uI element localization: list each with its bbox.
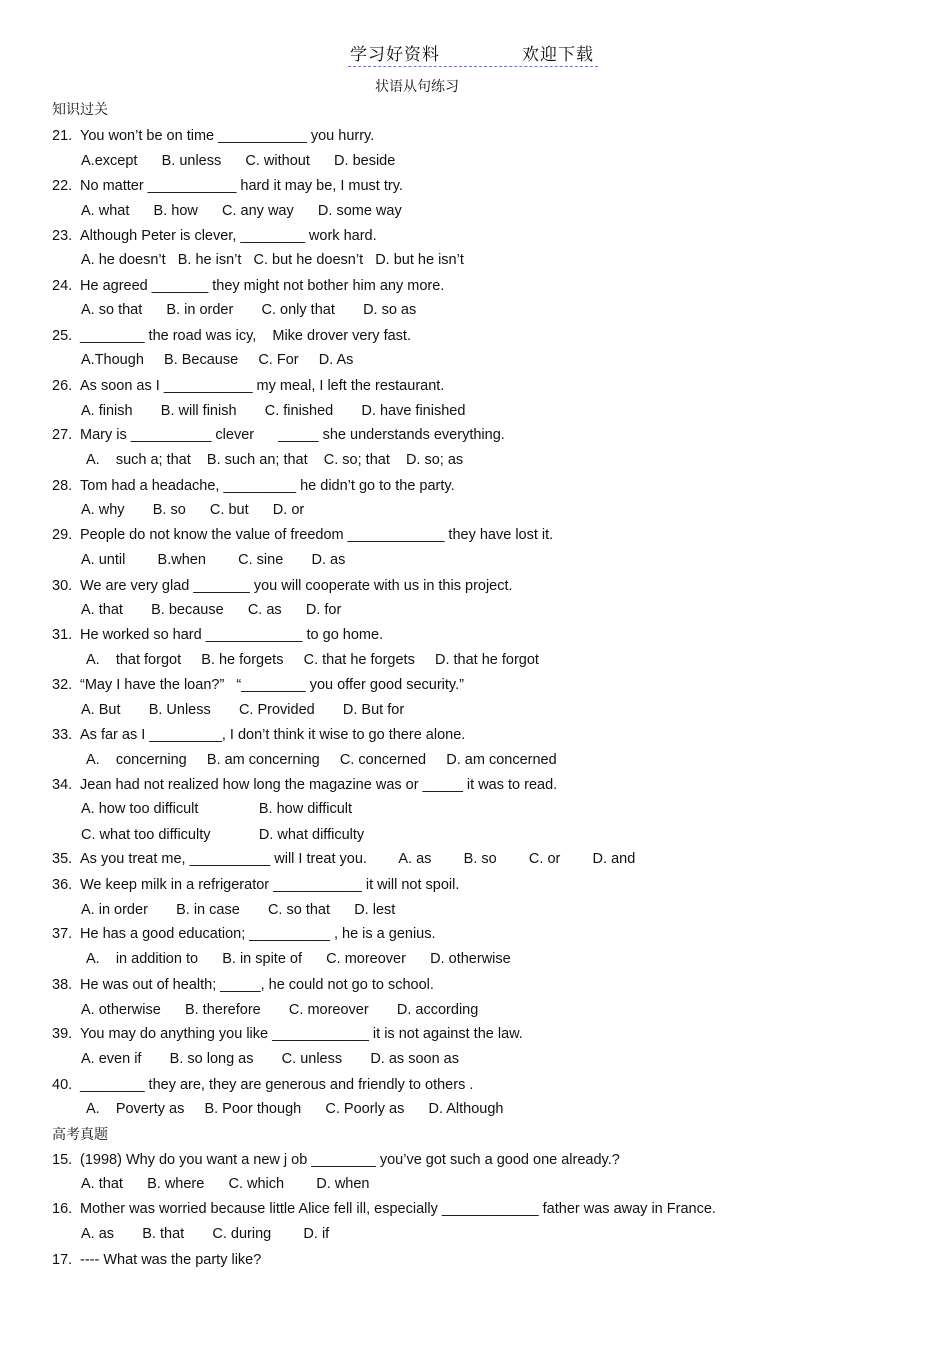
answer-options: A. in addition to B. in spite of C. moreover D. otherwise <box>86 951 511 967</box>
document-title: 状语从句练习 <box>375 79 459 95</box>
question-text: Tom had a headache, _________ he didn’t go to the party. <box>80 478 455 494</box>
question-number: 40. <box>52 1077 73 1093</box>
question-stem <box>52 277 444 295</box>
answer-options: A.Though B. Because C. For D. As <box>81 352 354 368</box>
answer-options: A. But B. Unless C. Provided D. But for <box>81 702 405 718</box>
question-number: 31. <box>52 627 73 643</box>
question-text: Jean had not realized how long the magazine was or _____ it was to read. <box>80 777 558 793</box>
question-number: 33. <box>52 727 73 743</box>
question-text: ---- What was the party like? <box>80 1252 262 1268</box>
question-text: You may do anything you like ____________ it is not against the law. <box>80 1026 523 1042</box>
answer-options: A. finish B. will finish C. finished D. have finished <box>81 403 466 419</box>
question-stem <box>52 1025 523 1043</box>
question-number: 22. <box>52 178 73 194</box>
answer-options: A. as B. that C. during D. if <box>81 1226 330 1242</box>
question-number: 39. <box>52 1026 73 1042</box>
question-stem <box>52 626 383 644</box>
question-stem <box>52 876 459 894</box>
header-right-text: 欢迎下载 <box>522 45 594 65</box>
question-text: He was out of health; _____, he could not go to school. <box>80 977 434 993</box>
question-stem <box>52 726 465 744</box>
question-text: ________ they are, they are generous and friendly to others . <box>80 1077 474 1093</box>
question-stem <box>52 850 635 868</box>
question-stem <box>52 1251 261 1269</box>
section-heading-knowledge: 知识过关 <box>52 102 108 118</box>
question-number: 32. <box>52 677 73 693</box>
question-number: 15. <box>52 1152 73 1168</box>
answer-options: A. that B. because C. as D. for <box>81 602 342 618</box>
question-text: We are very glad _______ you will cooperate with us in this project. <box>80 578 513 594</box>
question-stem <box>52 127 374 145</box>
answer-options: A. otherwise B. therefore C. moreover D. according <box>81 1002 479 1018</box>
question-stem <box>52 925 436 943</box>
page-header <box>348 40 598 67</box>
question-number: 25. <box>52 328 73 344</box>
question-text: You won’t be on time ___________ you hurry. <box>80 128 375 144</box>
question-stem <box>52 776 557 794</box>
question-number: 21. <box>52 128 73 144</box>
question-stem <box>52 976 434 994</box>
answer-options: A. concerning B. am concerning C. concerned D. am concerned <box>86 752 557 768</box>
question-text: “May I have the loan?” “________ you offer good security.” <box>80 677 464 693</box>
answer-options: A. why B. so C. but D. or <box>81 502 305 518</box>
question-text: People do not know the value of freedom ____________ they have lost it. <box>80 527 554 543</box>
question-number: 38. <box>52 977 73 993</box>
question-text: He has a good education; __________ , he is a genius. <box>80 926 436 942</box>
answer-options: C. what too difficulty D. what difficulty <box>81 827 365 843</box>
answer-options: A. that B. where C. which D. when <box>81 1176 370 1192</box>
question-text: (1998) Why do you want a new j ob ________ you’ve got such a good one already.? <box>80 1152 620 1168</box>
question-stem <box>52 426 505 444</box>
answer-options: A. such a; that B. such an; that C. so; that D. so; as <box>86 452 464 468</box>
question-text: We keep milk in a refrigerator ___________ it will not spoil. <box>80 877 460 893</box>
question-text: Mary is __________ clever _____ she understands everything. <box>80 427 505 443</box>
question-number: 26. <box>52 378 73 394</box>
answer-options: A. so that B. in order C. only that D. so as <box>81 302 417 318</box>
question-number: 36. <box>52 877 73 893</box>
header-left-text: 学习好资料 <box>350 45 440 65</box>
question-stem <box>52 1076 473 1094</box>
question-stem <box>52 177 403 195</box>
question-text: He agreed _______ they might not bother him any more. <box>80 278 445 294</box>
answer-options: A. what B. how C. any way D. some way <box>81 203 402 219</box>
answer-options: A. that forgot B. he forgets C. that he forgets D. that he forgot <box>86 652 539 668</box>
question-number: 24. <box>52 278 73 294</box>
answer-options: A. Poverty as B. Poor though C. Poorly as D. Although <box>86 1101 504 1117</box>
question-text: Although Peter is clever, ________ work hard. <box>80 228 377 244</box>
question-stem <box>52 676 464 694</box>
question-number: 29. <box>52 527 73 543</box>
question-stem <box>52 577 513 595</box>
question-text: ________ the road was icy, Mike drover very fast. <box>80 328 411 344</box>
question-stem <box>52 377 444 395</box>
question-text: Mother was worried because little Alice fell ill, especially ____________ father was away in France. <box>80 1201 716 1217</box>
answer-options: A. how too difficult B. how difficult <box>81 801 353 817</box>
question-number: 16. <box>52 1201 73 1217</box>
question-stem <box>52 227 377 245</box>
question-number: 30. <box>52 578 73 594</box>
question-number: 23. <box>52 228 73 244</box>
question-text: As far as I _________, I don’t think it wise to go there alone. <box>80 727 466 743</box>
question-stem <box>52 1200 716 1218</box>
section-heading-exam: 高考真题 <box>52 1127 108 1143</box>
answer-options: A.except B. unless C. without D. beside <box>81 153 396 169</box>
question-number: 34. <box>52 777 73 793</box>
answer-options: A. he doesn’t B. he isn’t C. but he doesn’t D. but he isn’t <box>81 252 464 268</box>
question-number: 17. <box>52 1252 73 1268</box>
question-number: 35. <box>52 851 73 867</box>
question-text: As you treat me, __________ will I treat you. A. as B. so C. or D. and <box>80 851 636 867</box>
question-stem <box>52 1151 620 1169</box>
question-number: 37. <box>52 926 73 942</box>
answer-options: A. in order B. in case C. so that D. lest <box>81 902 396 918</box>
question-number: 28. <box>52 478 73 494</box>
answer-options: A. until B.when C. sine D. as <box>81 552 346 568</box>
question-stem <box>52 526 553 544</box>
question-stem <box>52 327 411 345</box>
question-text: No matter ___________ hard it may be, I must try. <box>80 178 403 194</box>
question-stem <box>52 477 455 495</box>
question-number: 27. <box>52 427 73 443</box>
answer-options: A. even if B. so long as C. unless D. as soon as <box>81 1051 459 1067</box>
question-text: As soon as I ___________ my meal, I left the restaurant. <box>80 378 445 394</box>
question-text: He worked so hard ____________ to go home. <box>80 627 384 643</box>
